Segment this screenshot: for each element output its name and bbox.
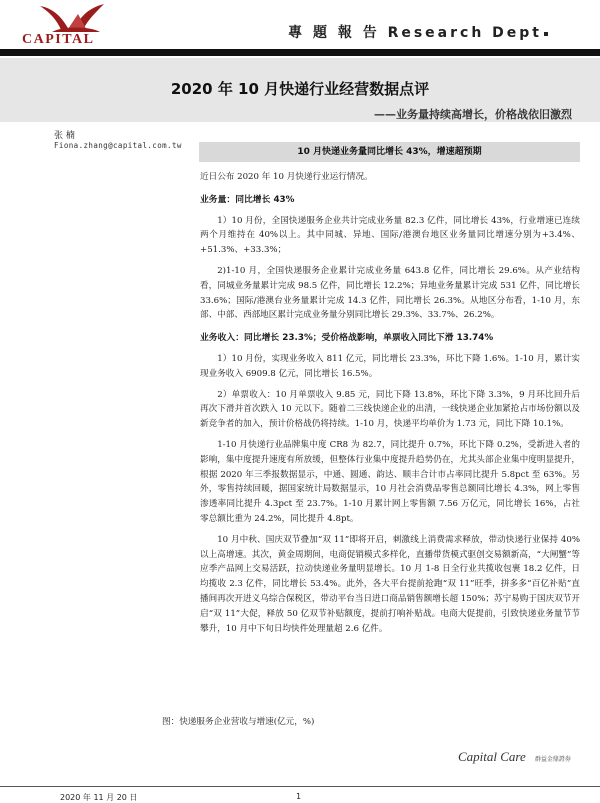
- logo-text: CAPITAL: [22, 32, 95, 47]
- paragraph: 2）单票收入：10 月单票收入 9.85 元，同比下降 13.8%，环比下降 3.3%，9 月环比回升后再次下滑并首次跌入 10 元以下。随着二三线快递企业的出清，一线快递企业加紧抢占市场份额以及新竞争者的加入，预计价格战仍将持续。1-10 月，快递平均单价为 1.73 元，同比下降 10.1%。: [200, 389, 580, 430]
- header-rule: [0, 49, 600, 56]
- headline-box: 10 月快递业务量同比增长 43%，增速超预期: [199, 142, 580, 162]
- footer-logo-text: Capital Care: [458, 749, 526, 764]
- footer-logo: [458, 746, 578, 776]
- paragraph: 1）10 月份，实现业务收入 811 亿元，同比增长 23.3%，环比下降 1.6%。1-10 月，累计实现业务收入 6909.8 亿元，同比增长 16.5%。: [200, 353, 580, 379]
- paragraph: 10 月中秋、国庆双节叠加“双 11”即将开启，刺激线上消费需求释放，带动快递行业保持 40%以上高增速。其次，黄金周期间，电商促销模式多样化，直播带货模式驱创交易额新高，“大闸蟹”等应季产品网上交易活跃，拉动快递业务量明显增长。10 月 1-8 日全行业共揽收包裹 18.2 亿件，日均揽收 2.3 亿件，同比增长 53.4%。此外，各大平台提前抢跑“双 11”旺季，拼多多“百亿补贴”直播间再次开进义乌综合保税区，带动平台当日进口商品销售额增长超 150%；苏宁易购于国庆双节开启“双 11”大促，释放 50 亿双节补贴额度，提前打响补贴战。电商大促提前，引致快递业务量节节攀升，10 月中下旬日均快件处理量超 2.6 亿件。: [200, 534, 580, 634]
- author-email[interactable]: Fiona.zhang@capital.com.tw: [54, 141, 182, 150]
- report-body: [200, 168, 580, 636]
- section-volume-title: 业务量：同比增长 43%: [200, 194, 295, 205]
- header-title-text: 專 題 報 告 Research Dept: [288, 25, 542, 41]
- paragraph: 1-10 月快递行业品牌集中度 CR8 为 82.7，同比提升 0.7%，环比下降 0.2%，受新进入者的影响，集中度提升速度有所放缓，但整体行业集中度提升趋势仍在，尤其头部企业集中度明显提升，根据 2020 年三季报数据显示，中通、圆通、韵达、顺丰合计市占率同比提升 5.8pct 至 63%。另外，零售持续回暖，据国家统计局数据显示，10 月社会消费品零售总额同比增长 4.3%，网上零售渗透率同比提升 4.3pct 至 23.7%。1-10 月累计网上零售额 7.56 万亿元，同比增长 16%，占社零总额比重为 24.2%，同比提升 4.8pt。: [200, 439, 580, 524]
- header-title: [288, 22, 548, 42]
- footer-logo-cn: 群益金鼎證券: [534, 756, 571, 763]
- page-number: 1: [296, 792, 302, 801]
- paragraph: 1）10 月份，全国快递服务企业共计完成业务量 82.3 亿件，同比增长 43%，行业增速已连续两个月维持在 40%以上。其中同城、异地、国际/港澳台地区业务量同比增速分别为+3.4%、+51.3%、+33.3%；: [200, 215, 580, 256]
- figure-caption: 图：快递服务企业营收与增速(亿元，%): [162, 717, 315, 727]
- footer-date: 2020 年 11 月 20 日: [60, 793, 138, 802]
- footer-rule: [0, 786, 600, 787]
- intro-paragraph: 近日公布 2020 年 10 月快递行业运行情况。: [200, 172, 373, 182]
- section-revenue-title: 业务收入：同比增长 23.3%；受价格战影响，单票收入同比下滑 13.74%: [200, 333, 494, 344]
- author-name: 张 楠: [54, 131, 75, 141]
- report-title: 2020 年 10 月快递行业经营数据点评: [170, 80, 430, 98]
- report-subtitle: ——业务量持续高增长，价格战依旧激烈: [374, 108, 572, 121]
- header-dot: [544, 32, 548, 36]
- paragraph: 2)1-10 月，全国快递服务企业累计完成业务量 643.8 亿件，同比增长 29.6%。从产业结构看，同城业务量累计完成 98.5 亿件，同比增长 12.2%；异地业务量累计完成 531 亿件，同比增长 33.6%；国际/港澳台业务量累计完成 14.3 亿件，同比增长 26.3%。从地区分布看，1-10 月，东部、中部、西部地区累计完成业务量分别同比增长 29.3%、33.7%、26.2%。: [200, 265, 580, 321]
